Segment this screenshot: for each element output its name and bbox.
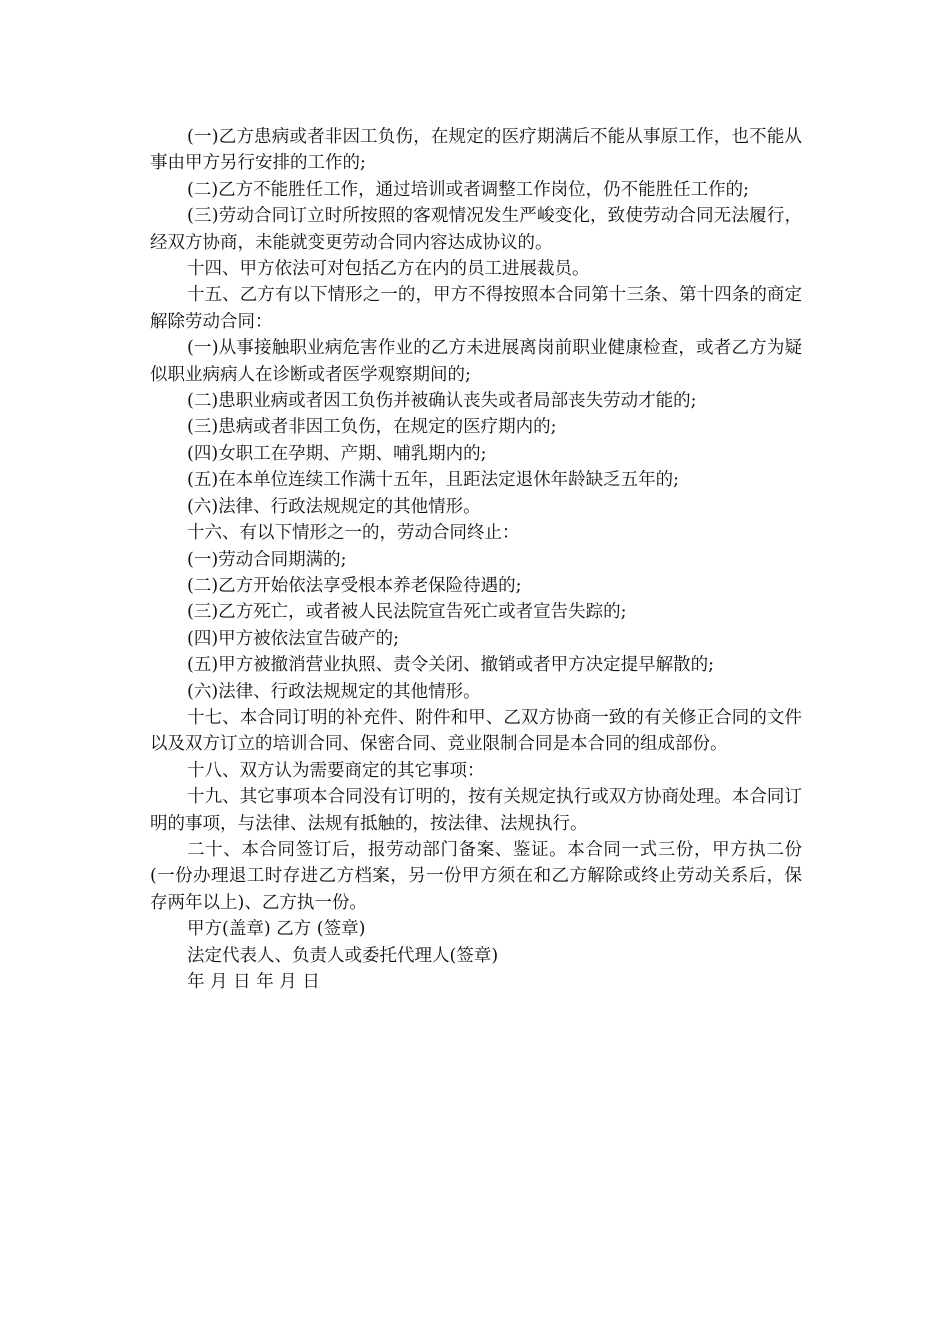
clause-16-item-3: (三)乙方死亡，或者被人民法院宣告死亡或者宣告失踪的;	[187, 602, 627, 623]
signature-representative: 法定代表人、负责人或委托代理人(签章)	[187, 945, 499, 966]
clause-15-item-2: (二)患职业病或者因工负伤并被确认丧失或者局部丧失劳动才能的;	[187, 391, 697, 412]
clause-15-item-6: (六)法律、行政法规规定的其他情形。	[187, 496, 481, 517]
clause-16: 十六、有以下情形之一的，劳动合同终止：	[187, 523, 520, 544]
clause-13-item-1: (一)乙方患病或者非因工负伤，在规定的医疗期满后不能从事原工作，也不能从事由甲方另行安排的工作的;	[150, 127, 802, 174]
clause-16-item-6: (六)法律、行政法规规定的其他情形。	[187, 681, 481, 702]
clause-14: 十四、甲方依法可对包括乙方在内的员工进展裁员。	[187, 259, 590, 280]
clause-16-item-2: (二)乙方开始依法享受根本养老保险待遇的;	[187, 575, 522, 596]
clause-13-item-2: (二)乙方不能胜任工作，通过培训或者调整工作岗位，仍不能胜任工作的;	[187, 179, 750, 200]
clause-17: 十七、本合同订明的补充件、附件和甲、乙双方协商一致的有关修正合同的文件以及双方订立的培训合同、保密合同、竞业限制合同是本合同的组成部份。	[150, 707, 802, 755]
signature-parties: 甲方(盖章) 乙方 (签章)	[187, 919, 366, 940]
clause-18: 十八、双方认为需要商定的其它事项：	[187, 760, 485, 781]
clause-20: 二十、本合同签订后，报劳动部门备案、鉴证。本合同一式三份，甲方执二份(一份办理退工时存进乙方档案，另一份甲方须在和乙方解除或终止劳动关系后，保存两年以上)、乙方执一份。	[150, 839, 802, 913]
clause-15-item-3: (三)患病或者非因工负伤，在规定的医疗期内的;	[187, 417, 557, 438]
clause-15-item-1: (一)从事接触职业病危害作业的乙方未进展离岗前职业健康检查，或者乙方为疑似职业病病人在诊断或者医学观察期间的;	[150, 338, 802, 385]
clause-15-item-4: (四)女职工在孕期、产期、哺乳期内的;	[187, 443, 487, 464]
clause-15-item-5: (五)在本单位连续工作满十五年，且距法定退休年龄缺乏五年的;	[187, 470, 680, 491]
document-body	[150, 124, 802, 995]
clause-15: 十五、乙方有以下情形之一的，甲方不得按照本合同第十三条、第十四条的商定解除劳动合同：	[150, 285, 802, 332]
clause-16-item-4: (四)甲方被依法宣告破产的;	[187, 628, 400, 649]
clause-16-item-1: (一)劳动合同期满的;	[187, 549, 347, 570]
clause-19: 十九、其它事项本合同没有订明的，按有关规定执行或双方协商处理。本合同订明的事项，与法律、法规有抵触的，按法律、法规执行。	[150, 787, 802, 834]
clause-13-item-3: (三)劳动合同订立时所按照的客观情况发生严峻变化，致使劳动合同无法履行，经双方协商，未能就变更劳动合同内容达成协议的。	[150, 206, 802, 253]
signature-date: 年 月 日 年 月 日	[187, 972, 320, 992]
clause-16-item-5: (五)甲方被撤消营业执照、责令关闭、撤销或者甲方决定提早解散的;	[187, 655, 715, 676]
